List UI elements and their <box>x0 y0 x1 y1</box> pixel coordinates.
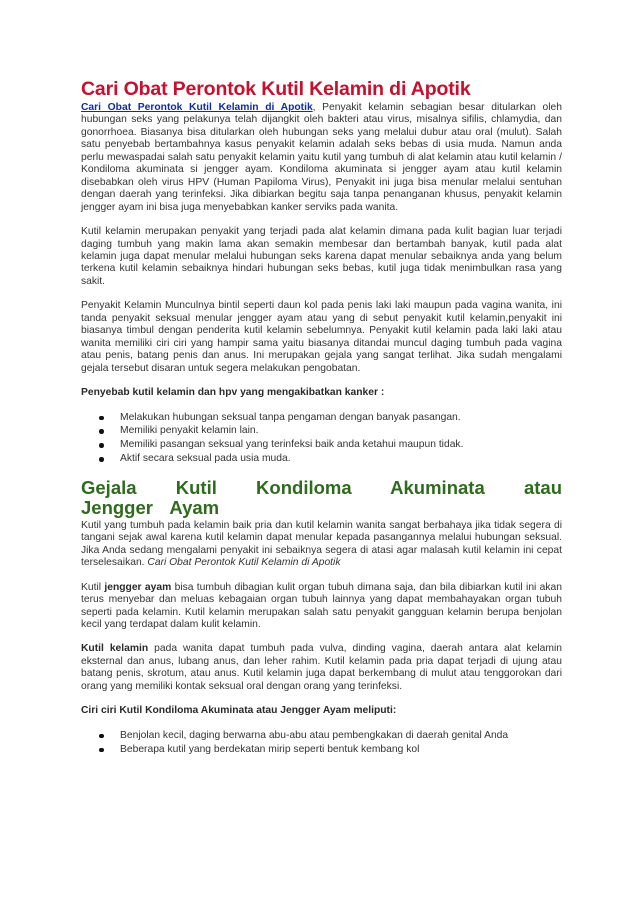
document-page <box>81 78 562 768</box>
paragraph-5: Kutil jengger ayam bisa tumbuh dibagian kulit organ tubuh dimana saja, dan bila dibiarkan kutil ini akan terus menyebar dan meluas kebagaian organ tubuh lainnya yang dapat membahayakan organ tubuh seperti pada kelamin. Kutil kelamin merupakan salah satu penyakit gangguan kelamin berupa benjolan kecil yang terdapat dalam kulit kelamin. <box>81 581 563 630</box>
intro-paragraph <box>81 102 562 214</box>
paragraph-6: Kutil kelamin pada wanita dapat tumbuh pada vulva, dinding vagina, daerah antara alat kelamin eksternal dan anus, lubang anus, dan leher rahim. Kutil kelamin pada pria dapat terjadi di ujung atau batang penis, skrotum, atau anus. Kutil kelamin juga dapat berkembang di mulut atau tenggorokan dari orang yang memiliki kontak seksual oral dengan orang yang terinfeksi. <box>81 643 562 692</box>
list-item: Aktif secara seksual pada usia muda. <box>81 453 562 465</box>
bullet-icon <box>99 457 104 462</box>
bold-keyword: Kutil kelamin <box>81 643 149 655</box>
bullet-icon <box>99 734 104 739</box>
causes-list <box>81 412 562 466</box>
section-heading: Gejala Kutil Kondiloma Akuminata atau Jengger Ayam <box>81 476 562 518</box>
list-item: Benjolan kecil, daging berwarna abu-abu atau pembengkakan di daerah genital Anda <box>81 730 562 742</box>
italic-keyword: Cari Obat Perontok Kutil Kelamin di Apotik <box>147 557 341 569</box>
paragraph-2: Kutil kelamin merupakan penyakit yang terjadi pada alat kelamin dimana pada kulit bagian luar terjadi daging tumbuh yang makin lama akan semakin membesar dan bertambah banyak, kutil pada alat kelamin juga dapat menular melalui hubungan seks karena dapat menular sebaiknya anda yang belum terkena kutil kelamin sebaiknya hindari hubungan seks bebas, kutil juga tidak menimbulkan rasa yang sakit. <box>81 226 562 287</box>
bullet-icon <box>99 748 104 753</box>
intro-text: , Penyakit kelamin sebagian besar ditularkan oleh hubungan seks yang pelakunya telah dijangkit oleh bakteri atau virus, misalnya sifilis, chlamydia, dan gonorrhoea. Biasanya bisa ditularkan oleh hubungan seks yang melalui dubur atau oral (mulut). Salah satu penyebab bertambahnya kasus penyakit kelamin adalah seks bebas di usia muda. Namun anda perlu mewaspadai salah satu penyakit kelamin yaitu kutil yang tumbuh di alat kelamin atau kutil kelamin / Kondiloma akuminata si jengger ayam. Kondiloma akuminata si jengger ayam atau kutil kelamin disebabkan oleh virus HPV (Human Papiloma Virus), Penyakit ini juga bisa menular melalui sentuhan dengan daerah yang terinfeksi. Jika dibiarkan begitu saja tanpa penanganan khusus, penyakit kelamin jengger ayam ini bisa juga menyebabkan kanker serviks pada wanita. <box>81 102 562 213</box>
bullet-icon <box>99 443 104 448</box>
bullet-icon <box>99 416 104 421</box>
bold-keyword: jengger ayam <box>104 581 172 593</box>
symptoms-label: Ciri ciri Kutil Kondiloma Akuminata atau Jengger Ayam meliputi: <box>81 705 397 717</box>
bullet-icon <box>99 429 104 434</box>
list-item: Beberapa kutil yang berdekatan mirip seperti bentuk kembang kol <box>81 744 562 756</box>
list-item: Memiliki pasangan seksual yang terinfeksi baik anda ketahui maupun tidak. <box>81 439 562 451</box>
symptoms-list <box>81 730 562 756</box>
list-item: Memiliki penyakit kelamin lain. <box>81 425 562 437</box>
title-link[interactable]: Cari Obat Perontok Kutil Kelamin di Apotik <box>81 102 313 113</box>
list-item: Melakukan hubungan seksual tanpa pengaman dengan banyak pasangan. <box>81 412 562 424</box>
paragraph-3: Penyakit Kelamin Munculnya bintil seperti daun kol pada penis laki laki maupun pada vagina wanita, ini tanda penyakit seksual menular jengger ayam atau yang di sebut penyakit kutil kelamin,penyakit ini biasanya timbul dengan penderita kutil kelamin sebelumnya. Penyakit kutil kelamin pada laki laki atau wanita memiliki ciri ciri yang hampir sama yaitu biasanya ditandai muncul daging tumbuh pada vagina atau penis, batang penis dan anus. Ini merupakan gejala yang sangat terlihat. Jika sudah mengalami gejala tersebut disaran untuk segera melakukan pengobatan. <box>81 300 562 374</box>
causes-label: Penyebab kutil kelamin dan hpv yang mengakibatkan kanker : <box>81 387 385 399</box>
page-title: Cari Obat Perontok Kutil Kelamin di Apotik <box>81 78 471 100</box>
paragraph-4: Kutil yang tumbuh pada kelamin baik pria dan kutil kelamin wanita sangat berbahaya jika tidak segera di tangani sejak awal karena kutil kelamin dapat menular kepada pasangannya melalui hubungan seksual. Jika Anda sedang mengalami penyakit ini sebaiknya segera di atasi agar malasah kutil kelamin ini cepat terselesaikan. Cari Obat Perontok Kutil Kelamin di Apotik <box>81 519 562 569</box>
